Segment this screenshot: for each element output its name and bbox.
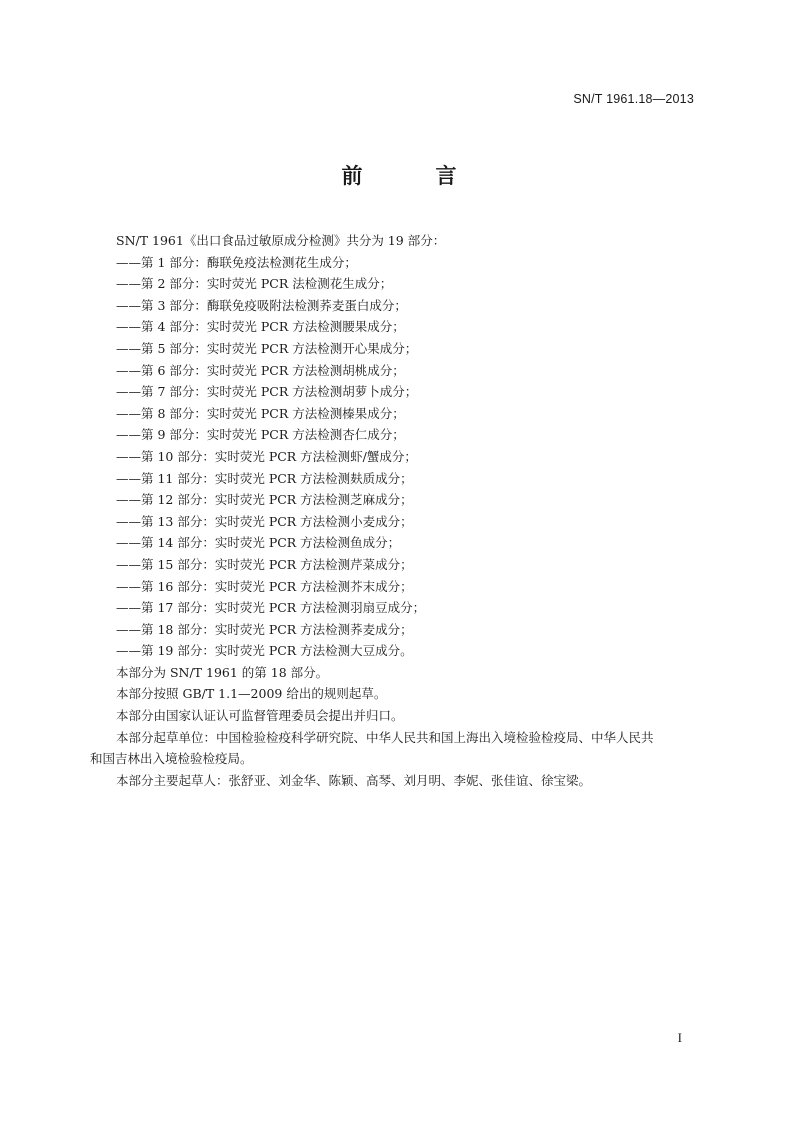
part-list-item: ——第 3 部分：酶联免疫吸附法检测荞麦蛋白成分；: [116, 297, 407, 313]
standard-code: SN/T 1961.18—2013: [573, 92, 694, 106]
part-list-item: ——第 18 部分：实时荧光 PCR 方法检测荞麦成分；: [116, 621, 413, 637]
part-list-item: ——第 12 部分：实时荧光 PCR 方法检测芝麻成分；: [116, 492, 413, 508]
part-list-item: ——第 16 部分：实时荧光 PCR 方法检测芥末成分；: [116, 578, 413, 594]
part-list-item: ——第 11 部分：实时荧光 PCR 方法检测麸质成分；: [116, 470, 413, 486]
page-number: I: [677, 1030, 682, 1045]
part-list-item: ——第 13 部分：实时荧光 PCR 方法检测小麦成分；: [116, 513, 413, 529]
part-list-item: ——第 15 部分：实时荧光 PCR 方法检测芹菜成分；: [116, 556, 413, 572]
part-list-item: ——第 5 部分：实时荧光 PCR 方法检测开心果成分；: [116, 340, 418, 356]
drafting-rules-statement: 本部分按照 GB/T 1.1—2009 给出的规则起草。: [116, 686, 387, 702]
proposed-by-statement: 本部分由国家认证认可监督管理委员会提出并归口。: [116, 708, 404, 724]
page-title: 前 言: [341, 164, 483, 188]
part-list-item: ——第 10 部分：实时荧光 PCR 方法检测虾/蟹成分；: [116, 448, 417, 464]
part-of-statement: 本部分为 SN/T 1961 的第 18 部分。: [116, 664, 329, 680]
part-list-item: ——第 9 部分：实时荧光 PCR 方法检测杏仁成分；: [116, 427, 405, 443]
part-list-item: ——第 17 部分：实时荧光 PCR 方法检测羽扇豆成分；: [116, 600, 426, 616]
foreword-body: [90, 230, 700, 791]
part-list-item: ——第 1 部分：酶联免疫法检测花生成分；: [116, 254, 357, 270]
part-list-item: ——第 7 部分：实时荧光 PCR 方法检测胡萝卜成分；: [116, 384, 418, 400]
parts-list: [90, 252, 700, 662]
intro-line: SN/T 1961《出口食品过敏原成分检测》共分为 19 部分：: [116, 233, 446, 248]
drafters-statement: 本部分主要起草人：张舒亚、刘金华、陈颖、高琴、刘月明、李妮、张佳谊、徐宝梁。: [116, 772, 592, 788]
part-list-item: ——第 14 部分：实时荧光 PCR 方法检测鱼成分；: [116, 535, 401, 551]
drafting-units-line-2: 和国吉林出入境检验检疫局。: [90, 751, 253, 767]
part-list-item: ——第 6 部分：实时荧光 PCR 方法检测胡桃成分；: [116, 362, 405, 378]
part-list-item: ——第 4 部分：实时荧光 PCR 方法检测腰果成分；: [116, 319, 405, 335]
drafting-units-line-1: 本部分起草单位：中国检验检疫科学研究院、中华人民共和国上海出入境检验检疫局、中华人民共: [116, 729, 654, 745]
part-list-item: ——第 2 部分：实时荧光 PCR 法检测花生成分；: [116, 276, 393, 292]
part-list-item: ——第 19 部分：实时荧光 PCR 方法检测大豆成分。: [116, 643, 413, 659]
part-list-item: ——第 8 部分：实时荧光 PCR 方法检测榛果成分；: [116, 405, 405, 421]
